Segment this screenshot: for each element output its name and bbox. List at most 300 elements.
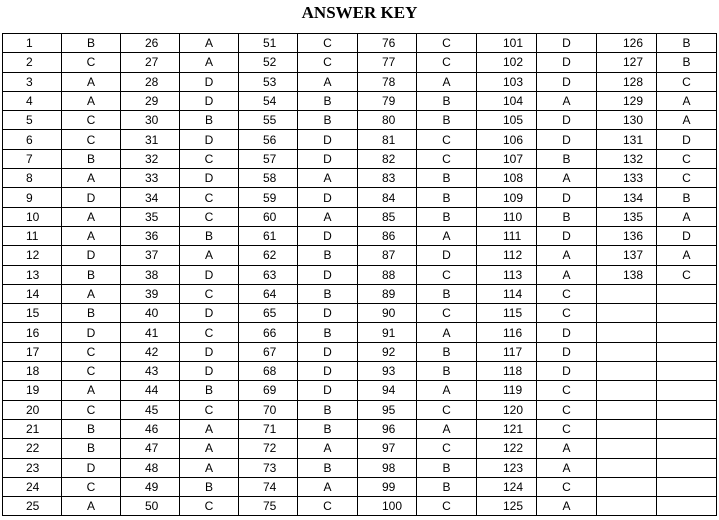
- answer-letter: A: [180, 34, 239, 53]
- answer-letter: C: [537, 419, 597, 438]
- question-number: 75: [239, 497, 298, 516]
- answer-letter: A: [180, 439, 239, 458]
- answer-letter: A: [62, 72, 121, 91]
- answer-letter: A: [537, 246, 597, 265]
- answer-letter: D: [657, 226, 717, 245]
- question-number: 38: [121, 265, 180, 284]
- question-number: [597, 419, 657, 438]
- question-number: 104: [477, 91, 537, 110]
- answer-letter: B: [417, 362, 477, 381]
- answer-letter: B: [417, 91, 477, 110]
- answer-letter: D: [537, 53, 597, 72]
- answer-letter: D: [180, 265, 239, 284]
- answer-letter: D: [180, 362, 239, 381]
- table-row: [3, 400, 717, 419]
- question-number: 33: [121, 169, 180, 188]
- answer-letter: B: [417, 458, 477, 477]
- answer-letter: D: [537, 111, 597, 130]
- question-number: 103: [477, 72, 537, 91]
- question-number: 42: [121, 342, 180, 361]
- answer-letter: B: [62, 419, 121, 438]
- question-number: 82: [358, 149, 417, 168]
- answer-letter: [657, 284, 717, 303]
- answer-letter: B: [62, 304, 121, 323]
- answer-letter: B: [537, 207, 597, 226]
- question-number: 73: [239, 458, 298, 477]
- question-number: 51: [239, 34, 298, 53]
- answer-letter: B: [62, 149, 121, 168]
- table-row: [3, 419, 717, 438]
- answer-letter: A: [657, 91, 717, 110]
- answer-letter: D: [537, 226, 597, 245]
- answer-letter: [657, 439, 717, 458]
- answer-letter: B: [298, 400, 358, 419]
- question-number: 125: [477, 497, 537, 516]
- question-number: 16: [3, 323, 62, 342]
- answer-letter: B: [417, 207, 477, 226]
- question-number: 14: [3, 284, 62, 303]
- answer-letter: D: [537, 323, 597, 342]
- question-number: 72: [239, 439, 298, 458]
- question-number: 95: [358, 400, 417, 419]
- question-number: 113: [477, 265, 537, 284]
- answer-letter: [657, 362, 717, 381]
- answer-letter: C: [657, 169, 717, 188]
- answer-letter: C: [62, 130, 121, 149]
- question-number: 127: [597, 53, 657, 72]
- answer-letter: C: [180, 497, 239, 516]
- question-number: 84: [358, 188, 417, 207]
- table-row: [3, 342, 717, 361]
- table-row: [3, 91, 717, 110]
- question-number: 6: [3, 130, 62, 149]
- question-number: 9: [3, 188, 62, 207]
- question-number: 80: [358, 111, 417, 130]
- answer-letter: A: [298, 207, 358, 226]
- answer-letter: B: [657, 53, 717, 72]
- question-number: 107: [477, 149, 537, 168]
- question-number: 112: [477, 246, 537, 265]
- question-number: [597, 284, 657, 303]
- answer-letter: A: [537, 91, 597, 110]
- question-number: 61: [239, 226, 298, 245]
- question-number: 74: [239, 477, 298, 496]
- question-number: 45: [121, 400, 180, 419]
- question-number: 4: [3, 91, 62, 110]
- question-number: 18: [3, 362, 62, 381]
- answer-letter: D: [537, 362, 597, 381]
- table-row: [3, 188, 717, 207]
- answer-letter: A: [62, 381, 121, 400]
- question-number: 60: [239, 207, 298, 226]
- question-number: 101: [477, 34, 537, 53]
- answer-letter: D: [62, 246, 121, 265]
- question-number: 79: [358, 91, 417, 110]
- answer-letter: C: [537, 284, 597, 303]
- answer-letter: C: [537, 381, 597, 400]
- answer-letter: B: [180, 226, 239, 245]
- question-number: 47: [121, 439, 180, 458]
- question-number: 130: [597, 111, 657, 130]
- question-number: 28: [121, 72, 180, 91]
- table-row: [3, 34, 717, 53]
- answer-letter: C: [180, 188, 239, 207]
- answer-letter: C: [657, 265, 717, 284]
- question-number: 89: [358, 284, 417, 303]
- question-number: 8: [3, 169, 62, 188]
- question-number: 15: [3, 304, 62, 323]
- question-number: [597, 304, 657, 323]
- answer-letter: B: [417, 342, 477, 361]
- question-number: 54: [239, 91, 298, 110]
- question-number: 118: [477, 362, 537, 381]
- answer-letter: C: [417, 497, 477, 516]
- answer-letter: A: [417, 419, 477, 438]
- answer-letter: B: [417, 169, 477, 188]
- question-number: 92: [358, 342, 417, 361]
- answer-letter: A: [298, 477, 358, 496]
- question-number: 7: [3, 149, 62, 168]
- question-number: 98: [358, 458, 417, 477]
- question-number: 67: [239, 342, 298, 361]
- answer-letter: A: [417, 226, 477, 245]
- answer-letter: D: [180, 91, 239, 110]
- answer-letter: [657, 477, 717, 496]
- answer-letter: [657, 419, 717, 438]
- question-number: 41: [121, 323, 180, 342]
- answer-letter: D: [417, 246, 477, 265]
- answer-letter: B: [417, 284, 477, 303]
- question-number: 58: [239, 169, 298, 188]
- answer-letter: [657, 381, 717, 400]
- question-number: 52: [239, 53, 298, 72]
- answer-letter: C: [62, 400, 121, 419]
- question-number: 122: [477, 439, 537, 458]
- question-number: 114: [477, 284, 537, 303]
- question-number: 66: [239, 323, 298, 342]
- question-number: 5: [3, 111, 62, 130]
- answer-letter: A: [180, 458, 239, 477]
- question-number: 109: [477, 188, 537, 207]
- question-number: 110: [477, 207, 537, 226]
- table-row: [3, 304, 717, 323]
- answer-letter: A: [537, 439, 597, 458]
- answer-letter: B: [657, 188, 717, 207]
- table-row: [3, 439, 717, 458]
- question-number: 86: [358, 226, 417, 245]
- question-number: 137: [597, 246, 657, 265]
- page-title: ANSWER KEY: [301, 3, 418, 22]
- question-number: 22: [3, 439, 62, 458]
- question-number: 115: [477, 304, 537, 323]
- question-number: 20: [3, 400, 62, 419]
- question-number: 136: [597, 226, 657, 245]
- question-number: 56: [239, 130, 298, 149]
- question-number: 99: [358, 477, 417, 496]
- question-number: 120: [477, 400, 537, 419]
- table-row: [3, 111, 717, 130]
- table-row: [3, 53, 717, 72]
- answer-letter: D: [180, 169, 239, 188]
- table-row: [3, 381, 717, 400]
- answer-letter: D: [298, 149, 358, 168]
- question-number: 2: [3, 53, 62, 72]
- answer-letter: C: [657, 149, 717, 168]
- answer-letter: A: [657, 246, 717, 265]
- question-number: 3: [3, 72, 62, 91]
- answer-letter: D: [62, 458, 121, 477]
- answer-letter: C: [62, 53, 121, 72]
- question-number: [597, 362, 657, 381]
- question-number: 55: [239, 111, 298, 130]
- answer-letter: B: [62, 265, 121, 284]
- question-number: [597, 477, 657, 496]
- question-number: 81: [358, 130, 417, 149]
- answer-letter: A: [537, 169, 597, 188]
- question-number: 25: [3, 497, 62, 516]
- answer-letter: A: [298, 439, 358, 458]
- question-number: [597, 342, 657, 361]
- answer-letter: C: [417, 34, 477, 53]
- answer-letter: A: [417, 323, 477, 342]
- question-number: 13: [3, 265, 62, 284]
- answer-letter: A: [417, 72, 477, 91]
- question-number: 31: [121, 130, 180, 149]
- question-number: 77: [358, 53, 417, 72]
- answer-letter: A: [298, 169, 358, 188]
- answer-letter: D: [537, 188, 597, 207]
- answer-letter: C: [180, 149, 239, 168]
- answer-letter: C: [62, 477, 121, 496]
- answer-letter: C: [180, 323, 239, 342]
- table-row: [3, 149, 717, 168]
- question-number: 69: [239, 381, 298, 400]
- answer-letter: A: [180, 246, 239, 265]
- answer-letter: [657, 304, 717, 323]
- answer-key-body: [3, 34, 717, 516]
- question-number: 129: [597, 91, 657, 110]
- answer-letter: D: [298, 362, 358, 381]
- question-number: 102: [477, 53, 537, 72]
- question-number: 57: [239, 149, 298, 168]
- answer-letter: A: [657, 207, 717, 226]
- question-number: 71: [239, 419, 298, 438]
- table-row: [3, 72, 717, 91]
- question-number: 134: [597, 188, 657, 207]
- question-number: 59: [239, 188, 298, 207]
- table-row: [3, 226, 717, 245]
- question-number: 90: [358, 304, 417, 323]
- question-number: 34: [121, 188, 180, 207]
- answer-letter: A: [62, 207, 121, 226]
- answer-letter: C: [180, 284, 239, 303]
- answer-letter: D: [180, 304, 239, 323]
- question-number: 106: [477, 130, 537, 149]
- question-number: 63: [239, 265, 298, 284]
- question-number: 78: [358, 72, 417, 91]
- question-number: 1: [3, 34, 62, 53]
- answer-letter: B: [657, 34, 717, 53]
- question-number: 108: [477, 169, 537, 188]
- question-number: [597, 458, 657, 477]
- question-number: 119: [477, 381, 537, 400]
- question-number: [597, 381, 657, 400]
- table-row: [3, 477, 717, 496]
- question-number: 85: [358, 207, 417, 226]
- answer-letter: D: [298, 265, 358, 284]
- question-number: 96: [358, 419, 417, 438]
- table-row: [3, 207, 717, 226]
- question-number: 50: [121, 497, 180, 516]
- answer-letter: [657, 400, 717, 419]
- question-number: 44: [121, 381, 180, 400]
- answer-letter: C: [537, 477, 597, 496]
- answer-letter: C: [417, 149, 477, 168]
- question-number: 93: [358, 362, 417, 381]
- question-number: 138: [597, 265, 657, 284]
- question-number: 26: [121, 34, 180, 53]
- question-number: 17: [3, 342, 62, 361]
- question-number: 49: [121, 477, 180, 496]
- question-number: 76: [358, 34, 417, 53]
- answer-letter: C: [417, 304, 477, 323]
- question-number: 94: [358, 381, 417, 400]
- answer-letter: C: [537, 304, 597, 323]
- answer-letter: B: [298, 91, 358, 110]
- answer-letter: [657, 342, 717, 361]
- question-number: 126: [597, 34, 657, 53]
- question-number: 48: [121, 458, 180, 477]
- question-number: [597, 400, 657, 419]
- answer-letter: C: [62, 342, 121, 361]
- question-number: 117: [477, 342, 537, 361]
- answer-letter: D: [657, 130, 717, 149]
- answer-letter: B: [180, 477, 239, 496]
- question-number: 100: [358, 497, 417, 516]
- question-number: 70: [239, 400, 298, 419]
- table-row: [3, 362, 717, 381]
- answer-letter: C: [180, 400, 239, 419]
- answer-letter: D: [537, 342, 597, 361]
- answer-letter: B: [298, 246, 358, 265]
- answer-letter: B: [537, 149, 597, 168]
- answer-letter: D: [298, 304, 358, 323]
- question-number: 88: [358, 265, 417, 284]
- question-number: 64: [239, 284, 298, 303]
- question-number: 131: [597, 130, 657, 149]
- answer-letter: B: [298, 111, 358, 130]
- question-number: 11: [3, 226, 62, 245]
- answer-letter: C: [417, 400, 477, 419]
- answer-letter: C: [657, 72, 717, 91]
- table-row: [3, 323, 717, 342]
- answer-letter: C: [417, 265, 477, 284]
- answer-letter: A: [62, 169, 121, 188]
- question-number: 29: [121, 91, 180, 110]
- answer-letter: B: [180, 111, 239, 130]
- question-number: 21: [3, 419, 62, 438]
- answer-letter: A: [417, 381, 477, 400]
- answer-letter: [657, 497, 717, 516]
- answer-letter: B: [417, 477, 477, 496]
- question-number: 27: [121, 53, 180, 72]
- question-number: 111: [477, 226, 537, 245]
- answer-letter: B: [180, 381, 239, 400]
- answer-letter: D: [298, 188, 358, 207]
- question-number: 124: [477, 477, 537, 496]
- answer-letter: C: [417, 439, 477, 458]
- answer-letter: D: [298, 342, 358, 361]
- question-number: 39: [121, 284, 180, 303]
- answer-letter: A: [180, 419, 239, 438]
- answer-letter: B: [417, 111, 477, 130]
- question-number: 121: [477, 419, 537, 438]
- answer-letter: A: [657, 111, 717, 130]
- answer-letter: C: [417, 130, 477, 149]
- answer-letter: A: [62, 91, 121, 110]
- table-row: [3, 130, 717, 149]
- answer-letter: C: [298, 53, 358, 72]
- question-number: 132: [597, 149, 657, 168]
- question-number: 135: [597, 207, 657, 226]
- answer-letter: D: [537, 34, 597, 53]
- question-number: 91: [358, 323, 417, 342]
- question-number: 83: [358, 169, 417, 188]
- answer-letter: C: [417, 53, 477, 72]
- answer-letter: C: [298, 497, 358, 516]
- question-number: 37: [121, 246, 180, 265]
- table-row: [3, 265, 717, 284]
- answer-letter: A: [537, 497, 597, 516]
- question-number: [597, 323, 657, 342]
- question-number: 43: [121, 362, 180, 381]
- table-row: [3, 497, 717, 516]
- table-row: [3, 458, 717, 477]
- answer-letter: D: [298, 381, 358, 400]
- answer-letter: B: [298, 419, 358, 438]
- answer-letter: D: [62, 323, 121, 342]
- answer-letter: D: [180, 130, 239, 149]
- answer-letter: B: [62, 439, 121, 458]
- answer-letter: D: [537, 72, 597, 91]
- answer-letter: B: [298, 284, 358, 303]
- answer-letter: A: [62, 284, 121, 303]
- question-number: [597, 439, 657, 458]
- question-number: 46: [121, 419, 180, 438]
- answer-letter: A: [537, 265, 597, 284]
- answer-letter: A: [180, 53, 239, 72]
- answer-letter: B: [62, 34, 121, 53]
- table-row: [3, 246, 717, 265]
- question-number: 68: [239, 362, 298, 381]
- answer-letter: B: [298, 458, 358, 477]
- answer-letter: A: [62, 497, 121, 516]
- answer-letter: A: [62, 226, 121, 245]
- question-number: 53: [239, 72, 298, 91]
- question-number: 116: [477, 323, 537, 342]
- answer-letter: [657, 458, 717, 477]
- question-number: 23: [3, 458, 62, 477]
- table-row: [3, 169, 717, 188]
- answer-letter: [657, 323, 717, 342]
- answer-letter: D: [180, 72, 239, 91]
- answer-letter: D: [180, 342, 239, 361]
- answer-letter: D: [298, 226, 358, 245]
- question-number: 62: [239, 246, 298, 265]
- question-number: 19: [3, 381, 62, 400]
- answer-letter: D: [298, 130, 358, 149]
- question-number: 123: [477, 458, 537, 477]
